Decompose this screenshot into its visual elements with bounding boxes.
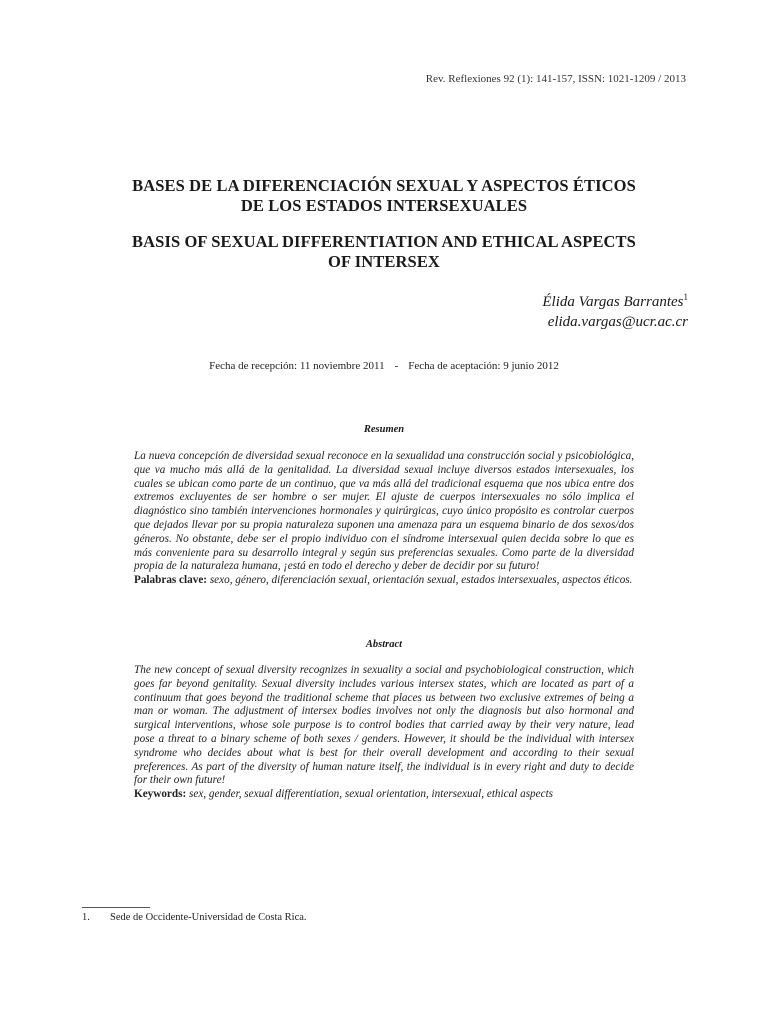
journal-reference: Rev. Reflexiones 92 (1): 141-157, ISSN: 1021-1209 / 2013 [425,73,686,85]
abstract-keywords [134,788,634,802]
submission-dates [0,360,768,372]
author-footnote-mark: 1 [683,292,688,302]
resumen-section [134,450,634,588]
resumen-keywords-list: sexo, género, diferenciación sexual, orientación sexual, estados intersexuales, aspectos éticos. [209,574,633,587]
resumen-keywords-label: Palabras clave: [134,574,208,587]
spanish-title-line1: BASES DE LA DIFERENCIACIÓN SEXUAL Y ASPECTOS ÉTICOS [132,176,636,195]
english-title-line1: BASIS OF SEXUAL DIFFERENTIATION AND ETHICAL ASPECTS [132,232,636,251]
abstract-body: The new concept of sexual diversity recognizes in sexuality a social and psychobiological construction, which goes far beyond genitality. Sexual diversity includes various intersex states, which are located as part of a continuum that goes beyond the traditional scheme that places us between two exclusive extremes of being a man or woman. The adjustment of intersex bodies involves not only the diagnosis but also hormonal and surgical interventions, whose sole purpose is to control bodies that carried away by their very nature, lead pose a threat to a binary scheme of both sexes / genders. However, it should be the individual with intersex syndrome who decides about what is best for their overall development and according to their sexual preferences. As part of the diversity of human nature itself, the individual is in every right and duty to decide for their own future! [134,664,634,787]
spanish-title-line2: DE LOS ESTADOS INTERSEXUALES [240,196,528,215]
author-email[interactable]: elida.vargas@ucr.ac.cr [547,314,688,330]
footnote [82,912,307,923]
resumen-heading: Resumen [363,424,405,435]
footnote-number: 1. [82,912,90,923]
accepted-date: Fecha de aceptación: 9 junio 2012 [408,360,559,372]
date-separator: - [394,360,399,372]
english-title-line2: OF INTERSEX [328,252,440,271]
footnote-divider [82,907,150,908]
resumen-body: La nueva concepción de diversidad sexual reconoce en la sexualidad una construcción social y psicobiológica, que va mucho más allá de la genitalidad. La diversidad sexual incluye diversos estados intersexuales, los cuales se ubican como parte de un continuo, que va más allá del tradicional esquema que nos ubica entre dos extremos excluyentes de ser hombre o ser mujer. El ajuste de cuerpos intersexuales no sólo implica el diagnóstico sino también intervenciones hormonales y quirúrgicas, cuyo único propósito es controlar cuerpos que dejados llevar por su propia naturaleza suponen una amenaza para un esquema binario de dos sexos/dos géneros. No obstante, debe ser el propio individuo con el síndrome intersexual quien decida sobre lo que es más conveniente para su desarrollo integral y según sus preferencias sexuales. Como parte de la diversidad propia de la naturaleza humana, ¡está en todo el derecho y deber de decidir por su futuro! [134,450,634,573]
author-name: Élida Vargas Barrantes [542,294,684,310]
author-name-line [542,287,688,312]
abstract-keywords-label: Keywords: [134,788,187,801]
abstract-heading: Abstract [365,639,403,650]
spanish-title [60,176,708,216]
abstract-section [134,664,634,802]
resumen-keywords [134,574,634,588]
author-block [542,287,688,332]
footnote-text: Sede de Occidente-Universidad de Costa Rica. [110,912,307,923]
title-block [60,176,708,272]
english-title [60,232,708,272]
abstract-keywords-list: sex, gender, sexual differentiation, sexual orientation, intersexual, ethical aspects [189,788,554,801]
received-date: Fecha de recepción: 11 noviembre 2011 [209,360,385,372]
